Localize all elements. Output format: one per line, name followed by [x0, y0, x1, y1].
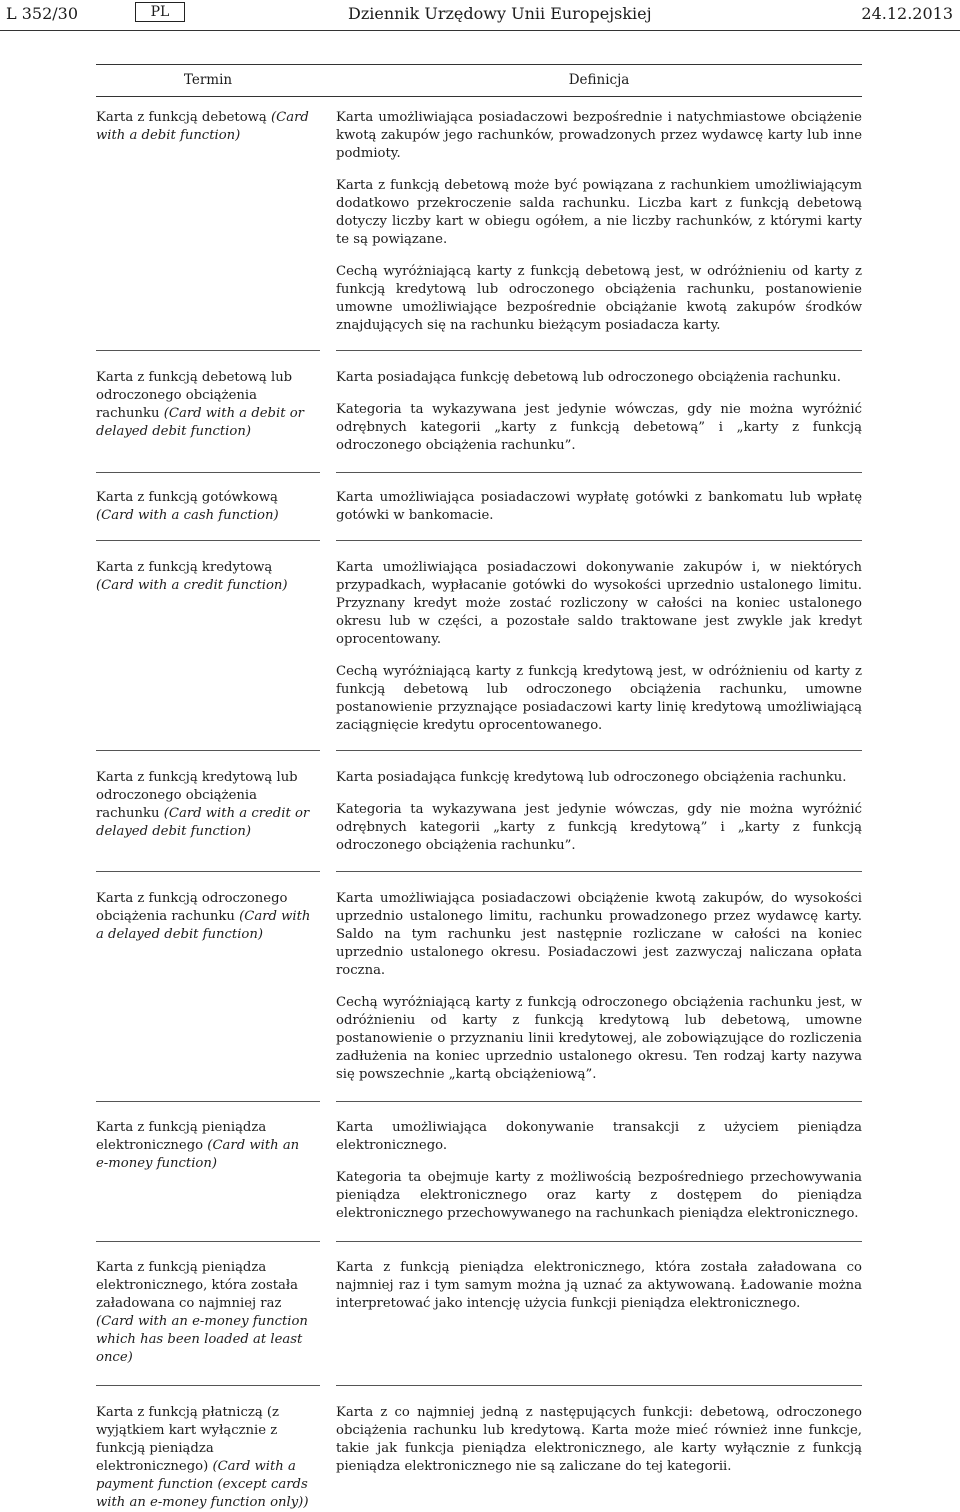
definition-paragraph: Karta z funkcją pieniądza elektronicznego, która została załadowana co najmniej raz i tym samym można ją uznać za aktywowaną. Ładowanie można interpretować jako intencję użycia funkcji pieniądza elektronicznego. [336, 1260, 862, 1311]
definition-paragraph: Kategoria ta wykazywana jest jedynie wówczas, gdy nie można wyróżnić odrębnych kategorii „karty z funkcją debetową” i „karty z funkcją odroczonego obciążenia rachunku”. [336, 402, 862, 453]
term-en: (Card with a credit or delayed debit function) [96, 806, 310, 839]
term-en: (Card with a debit or delayed debit function) [96, 406, 304, 439]
term-cell [96, 489, 320, 525]
definition-paragraph: Karta posiadająca funkcję debetową lub odroczonego obciążenia rachunku. [336, 370, 841, 385]
term-cell [96, 1119, 320, 1223]
term-pl: Karta z funkcją płatniczą (z wyjątkiem kart wyłącznie z funkcją pieniądza elektronicznego) [96, 1405, 279, 1474]
definition-cell [336, 559, 862, 735]
term-en: (Card with a debit function) [96, 110, 309, 143]
language-badge: PL [135, 2, 185, 22]
term-en: (Card with a delayed debit function) [96, 909, 311, 942]
term-pl: Karta z funkcją debetową lub odroczonego obciążenia rachunku [96, 370, 293, 421]
term-en: (Card with a cash function) [96, 508, 279, 523]
term-cell [96, 369, 320, 455]
definition-paragraph: Cechą wyróżniającą karty z funkcją kredytową jest, w odróżnieniu od karty z funkcją debetową lub odroczonego obciążenia rachunku, umowne postanowienie przyznające posiadaczowi karty linię kredytową umożliwiającą zaciągnięcie kredytu oprocentowanego. [336, 664, 862, 733]
definition-column-header: Definicja [568, 72, 630, 88]
definition-cell [336, 1119, 862, 1223]
term-cell [96, 559, 320, 735]
term-cell [96, 769, 320, 855]
table-row [96, 97, 862, 351]
definition-paragraph: Karta umożliwiająca posiadaczowi wypłatę gotówki z bankomatu lub wpłatę gotówki w bankomacie. [336, 490, 862, 523]
term-column-header: Termin [183, 72, 233, 88]
table-row [96, 751, 862, 872]
term-cell [96, 109, 320, 335]
definition-cell [336, 369, 862, 455]
term-pl: Karta z funkcją kredytową lub odroczonego obciążenia rachunku [96, 770, 298, 821]
term-pl: Karta z funkcją pieniądza elektronicznego [96, 1120, 267, 1153]
term-pl: Karta z funkcją debetową [96, 110, 267, 125]
term-en: (Card with a payment function (except cards with an e-money function only)) [96, 1459, 309, 1510]
table-row [96, 1242, 862, 1386]
definition-paragraph: Karta z funkcją debetową może być powiązana z rachunkiem umożliwiającym dodatkowo przekroczenie salda rachunku. Liczba kart z funkcją debetową dotyczy liczby kart w obiegu ogółem, a nie liczby rachunków, z którymi karty te są powiązane. [336, 178, 862, 247]
table-row [96, 351, 862, 473]
table-row [96, 1386, 862, 1512]
term-en: (Card with an e-money function) [96, 1138, 300, 1171]
definition-cell [336, 109, 862, 335]
glossary-table [96, 64, 862, 1512]
term-pl: Karta z funkcją pieniądza elektronicznego, która została załadowana co najmniej raz [96, 1260, 299, 1311]
term-pl: Karta z funkcją kredytową [96, 560, 273, 575]
page-reference: L 352/30 [6, 4, 78, 23]
term-pl: Karta z funkcją odroczonego obciążenia rachunku [96, 891, 288, 924]
definition-paragraph: Karta umożliwiająca posiadaczowi obciążenie kwotą zakupów, do wysokości uprzednio ustalonego limitu, rachunku prowadzonego przez wydawcę karty. Saldo na tym rachunku jest następnie rozliczane w całości na koniec uprzednio ustalonego okresu. Posiadaczowi jest zazwyczaj naliczana opłata roczna. [336, 891, 862, 978]
definition-cell [336, 769, 862, 855]
term-pl: Karta z funkcją gotówkową [96, 490, 278, 505]
table-row [96, 872, 862, 1102]
definition-paragraph: Karta umożliwiająca posiadaczowi dokonywanie zakupów i, w niektórych przypadkach, wypłacanie gotówki do wysokości uprzednio ustalonego limitu. Przyznany kredyt może zostać rozliczony w całości na koniec ustalonego okresu lub w części, a pozostałe saldo traktowane jest zwykle jak kredyt oprocentowany. [336, 560, 862, 647]
definition-paragraph: Karta posiadająca funkcję kredytową lub odroczonego obciążenia rachunku. [336, 770, 847, 785]
term-cell [96, 1259, 320, 1367]
term-en: (Card with a credit function) [96, 578, 288, 593]
definition-paragraph: Kategoria ta obejmuje karty z możliwością bezpośredniego przechowywania pieniądza elektronicznego oraz karty z dostępem do pieniądza elektronicznego przechowywanego na rachunkach pieniądza elektronicznego. [336, 1170, 862, 1221]
publication-date: 24.12.2013 [861, 4, 953, 23]
definition-paragraph: Karta umożliwiająca dokonywanie transakcji z użyciem pieniądza elektronicznego. [336, 1120, 862, 1153]
journal-title: Dziennik Urzędowy Unii Europejskiej [348, 4, 652, 23]
term-en: (Card with an e-money function which has been loaded at least once) [96, 1314, 308, 1365]
definition-paragraph: Kategoria ta wykazywana jest jedynie wówczas, gdy nie można wyróżnić odrębnych kategorii „karty z funkcją kredytową” i „karty z funkcją odroczonego obciążenia rachunku”. [336, 802, 862, 853]
definition-paragraph: Cechą wyróżniającą karty z funkcją debetową jest, w odróżnieniu od karty z funkcją kredytową lub odroczonego obciążenia rachunku, postanowienie umowne umożliwiające bezpośrednie obciążanie kwotą zakupów środków znajdujących się na rachunku bieżącym posiadacza karty. [336, 264, 862, 333]
definition-cell [336, 1404, 862, 1512]
definition-cell [336, 890, 862, 1084]
table-row [96, 473, 862, 541]
definition-paragraph: Karta z co najmniej jedną z następujących funkcji: debetową, odroczonego obciążenia rachunku lub kredytową. Karta może mieć również inne funkcje, takie jak funkcja pieniądza elektronicznego, ale karty wyłącznie z funkcją pieniądza elektronicznego nie są zaliczane do tej kategorii. [336, 1405, 862, 1474]
page-header [0, 0, 960, 31]
table-row [96, 541, 862, 751]
table-row [96, 1102, 862, 1242]
table-body [96, 97, 862, 1512]
definition-cell [336, 489, 862, 525]
term-cell [96, 890, 320, 1084]
definition-paragraph: Karta umożliwiająca posiadaczowi bezpośrednie i natychmiastowe obciążenie kwotą zakupów jego rachunków, prowadzonych przez wydawcę karty lub inne podmioty. [336, 110, 862, 161]
definition-paragraph: Cechą wyróżniającą karty z funkcją odroczonego obciążenia rachunku jest, w odróżnieniu od karty z funkcją kredytową lub debetową, umowne postanowienie o przyznaniu linii kredytowej, ale zobowiązujące do rozliczenia zadłużenia na koniec uprzednio ustalonego okresu. Ten rodzaj karty nazywa się powszechnie „kartą obciążeniową”. [336, 995, 862, 1082]
table-header [96, 64, 862, 97]
term-cell [96, 1404, 320, 1512]
definition-cell [336, 1259, 862, 1367]
